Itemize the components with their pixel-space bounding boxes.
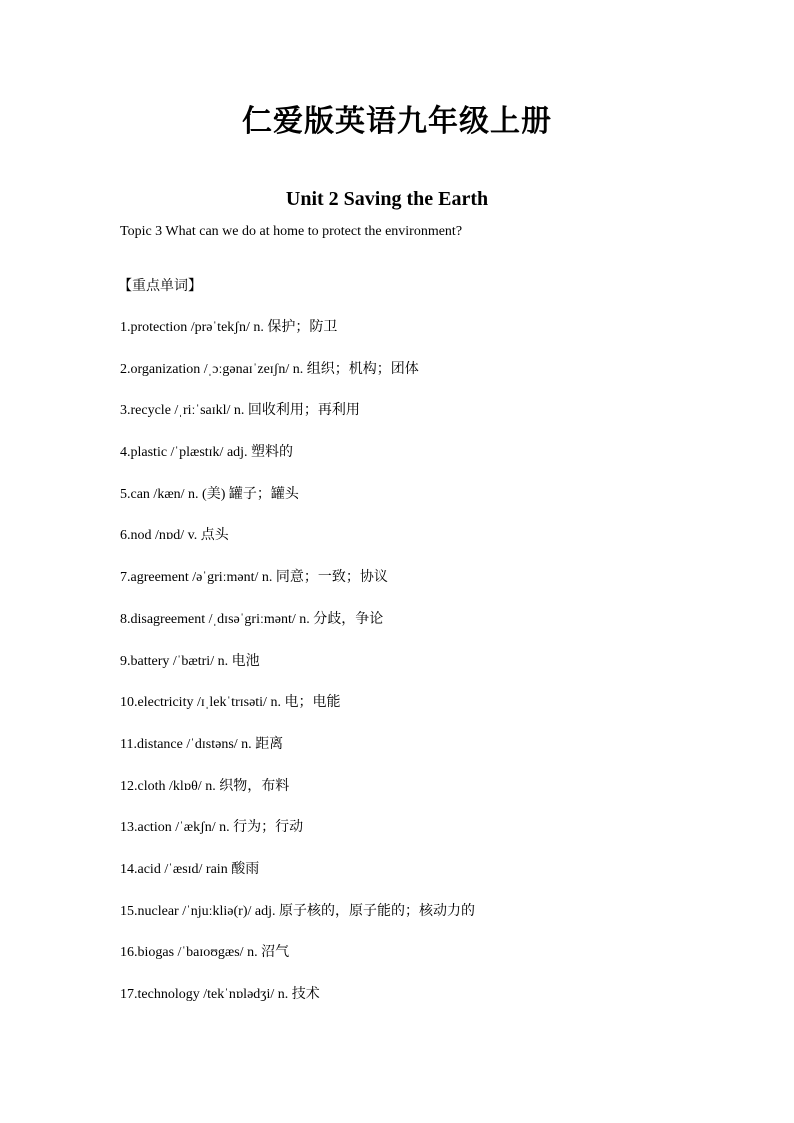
vocab-entry: 10.electricity /ɪˌlekˈtrɪsəti/ n. (120, 695, 285, 711)
vocab-entry: 7.agreement /əˈgriːmənt/ n. (120, 570, 276, 586)
vocab-meaning: 组织；机构；团体 (306, 360, 419, 377)
vocab-meaning: 技术 (291, 986, 320, 1002)
vocab-item (120, 693, 475, 735)
unit-title: Unit 2 Saving the Earth (285, 188, 489, 210)
vocab-meaning: 点头 (200, 527, 229, 544)
vocab-item (120, 360, 475, 402)
vocab-entry: 13.action /ˈækʃn/ n. (120, 820, 234, 836)
vocab-meaning: 行为；行动 (233, 819, 304, 836)
vocab-entry: 2.organization /ˌɔːgənaɪˈzeɪʃn/ n. (120, 361, 307, 377)
vocab-item (120, 652, 475, 694)
vocab-item (120, 568, 475, 610)
vocab-entry: 17.technology /tekˈnɒlədʒi/ n. (120, 987, 292, 1002)
vocab-item (120, 777, 475, 819)
vocab-item (120, 818, 475, 860)
vocab-meaning: 保护；防卫 (267, 319, 338, 335)
document-title: 仁爱版英语九年级上册 (242, 104, 552, 139)
vocab-meaning: 回收利用；再利用 (247, 402, 360, 419)
vocab-item (120, 610, 475, 652)
vocab-item (120, 401, 475, 443)
vocab-meaning: 塑料的 (251, 444, 294, 461)
vocab-entry: 16.biogas /ˈbaɪoʊgæs/ n. (120, 945, 262, 961)
vocab-item (120, 485, 475, 527)
vocab-item (120, 943, 475, 985)
vocab-meaning: 原子核的，原子能的；核动力的 (279, 902, 475, 919)
vocab-entry: 12.cloth /klɒθ/ n. (120, 778, 220, 794)
vocab-meaning: 距离 (255, 735, 284, 752)
vocab-entry: 15.nuclear /ˈnjuːkliə(r)/ adj. (120, 903, 279, 919)
vocab-item (120, 985, 475, 1027)
vocab-entry: 3.recycle /ˌriːˈsaɪkl/ n. (120, 403, 248, 419)
vocab-entry: 11.distance /ˈdɪstəns/ n. (120, 736, 256, 752)
vocab-item (120, 902, 475, 944)
vocab-item (120, 526, 475, 568)
vocab-meaning: 织物，布料 (219, 777, 290, 794)
vocab-entry: 4.plastic /ˈplæstɪk/ adj. (120, 445, 252, 461)
vocab-entry: 14.acid /ˈæsɪd/ rain (120, 861, 232, 877)
vocab-meaning: 电；电能 (284, 694, 341, 711)
vocab-entry: 9.battery /ˈbætri/ n. (120, 653, 232, 669)
vocab-entry: 1.protection /prəˈtekʃn/ n. (120, 320, 268, 335)
vocab-item (120, 735, 475, 777)
vocab-meaning: 分歧，争论 (313, 610, 384, 627)
vocab-entry: 8.disagreement /ˌdɪsəˈgriːmənt/ n. (120, 611, 314, 627)
vocab-meaning: 电池 (231, 652, 260, 669)
section-heading: 【重点单词】 (118, 278, 202, 294)
vocab-meaning: 酸雨 (231, 860, 260, 877)
vocab-meaning: 同意；一致；协议 (275, 569, 388, 586)
topic-line: Topic 3 What can we do at home to protect the environment? (120, 224, 463, 239)
vocab-item (120, 860, 475, 902)
vocab-meaning: 罐子；罐头 (228, 485, 299, 502)
vocab-meaning: 沼气 (261, 944, 290, 961)
vocab-item (120, 318, 475, 360)
vocab-entry: 6.nod /nɒd/ v. (120, 528, 201, 544)
vocab-entry: 5.can /kæn/ n. (美) (120, 486, 229, 502)
vocabulary-list (120, 318, 475, 1027)
vocab-item (120, 443, 475, 485)
